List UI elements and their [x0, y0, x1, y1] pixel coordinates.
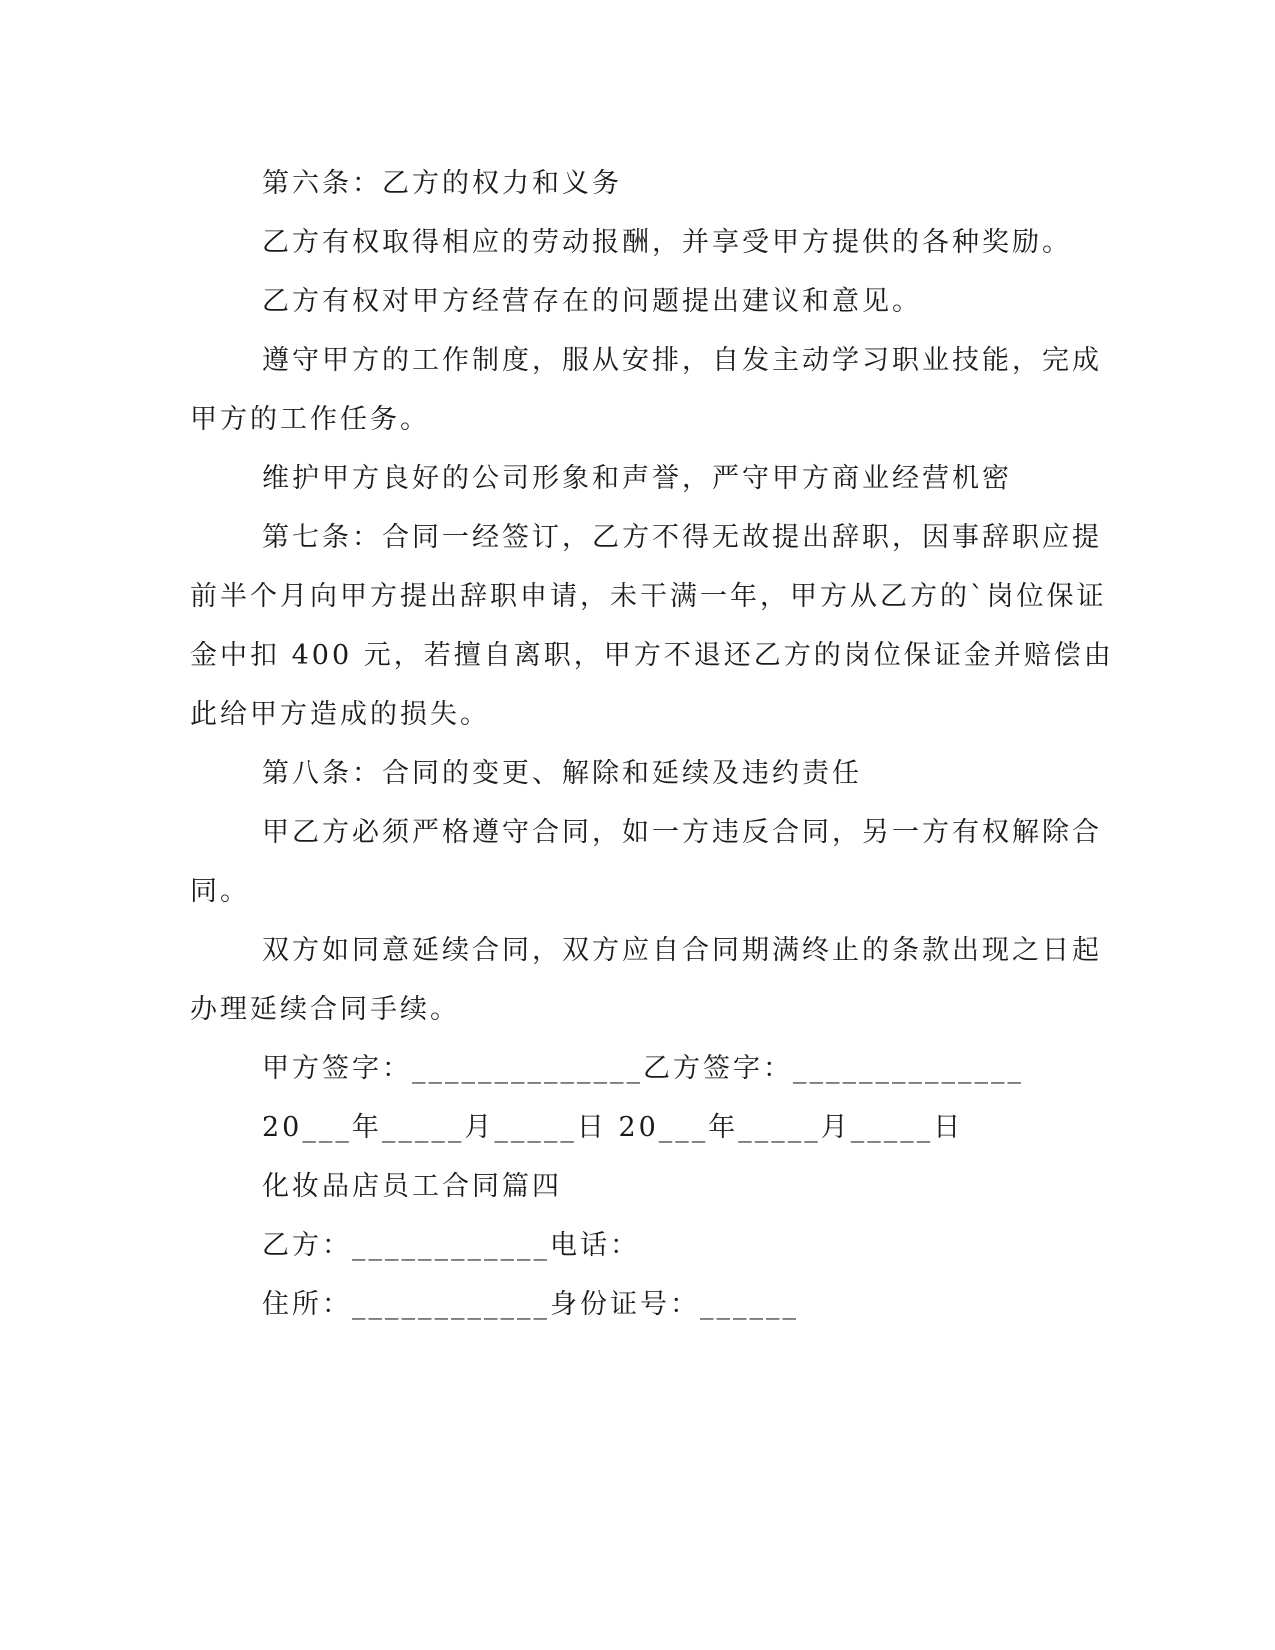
paragraph-text: 金中扣 400 元，若擅自离职，甲方不退还乙方的岗位保证金并赔偿由 — [190, 640, 1114, 671]
paragraph-text: 办理延续合同手续。 — [190, 994, 460, 1025]
paragraph-text: 遵守甲方的工作制度，服从安排，自发主动学习职业技能，完成 — [262, 345, 1102, 376]
paragraph-text: 双方如同意延续合同，双方应自合同期满终止的条款出现之日起 — [262, 935, 1102, 966]
paragraph-text: 乙方有权对甲方经营存在的问题提出建议和意见。 — [262, 286, 922, 317]
signature-line: 甲方签字：______________乙方签字：______________ — [262, 1053, 1024, 1084]
paragraph-text: 同。 — [190, 876, 250, 907]
date-line: 20___年_____月_____日 20___年_____月_____日 — [262, 1112, 964, 1143]
paragraph-text: 甲乙方必须严格遵守合同，如一方违反合同，另一方有权解除合 — [262, 817, 1102, 848]
article-8-heading: 第八条：合同的变更、解除和延续及违约责任 — [262, 758, 862, 789]
article-7-heading: 第七条：合同一经签订，乙方不得无故提出辞职，因事辞职应提 — [262, 522, 1102, 553]
section-title: 化妆品店员工合同篇四 — [262, 1171, 562, 1202]
paragraph-text: 甲方的工作任务。 — [190, 404, 430, 435]
paragraph-text: 此给甲方造成的损失。 — [190, 699, 490, 730]
party-b-line: 乙方：____________电话： — [262, 1230, 640, 1261]
paragraph-text: 乙方有权取得相应的劳动报酬，并享受甲方提供的各种奖励。 — [262, 227, 1072, 258]
paragraph-text: 维护甲方良好的公司形象和声誉，严守甲方商业经营机密 — [262, 463, 1012, 494]
article-6-heading: 第六条：乙方的权力和义务 — [262, 168, 622, 199]
paragraph-text: 前半个月向甲方提出辞职申请，未干满一年，甲方从乙方的`岗位保证 — [190, 581, 1107, 612]
address-line: 住所：____________身份证号：______ — [262, 1289, 799, 1320]
